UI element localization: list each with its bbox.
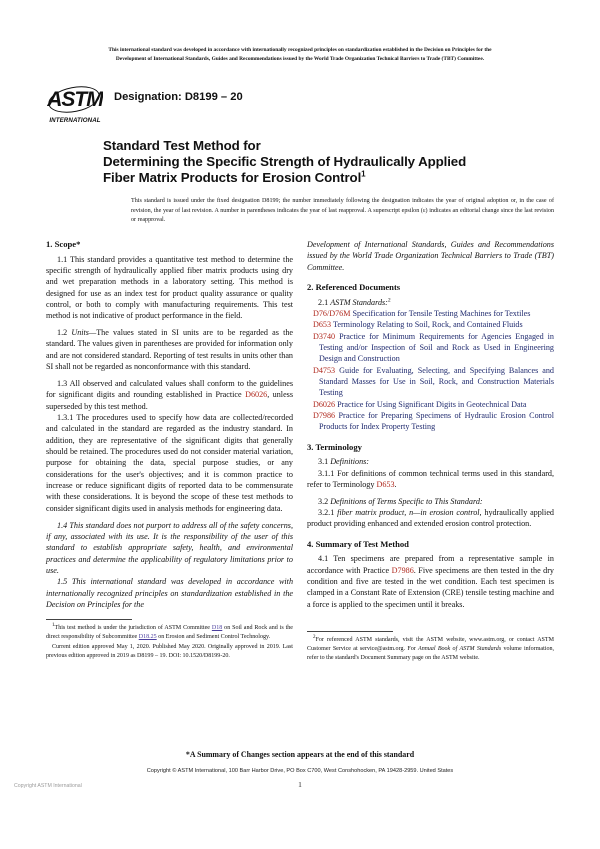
footnote-rule-right bbox=[307, 631, 393, 632]
title-line-2: Determining the Specific Strength of Hydraulically Applied bbox=[103, 154, 467, 170]
list-item bbox=[307, 319, 554, 330]
paragraph-1-2 bbox=[46, 327, 293, 372]
list-item bbox=[307, 399, 554, 410]
footnote-left-text-a: This test method is under the jurisdiction of ASTM Committee bbox=[54, 625, 212, 632]
para-term-units: Units— bbox=[71, 328, 97, 338]
para-text-1-3a: All observed and calculated values shall conform to the guidelines for significant digits and rounding established in Practice bbox=[46, 378, 293, 400]
ref-link-d653[interactable]: D653 bbox=[313, 320, 332, 330]
section-heading-referenced-documents: 2. Referenced Documents bbox=[307, 282, 401, 293]
footnote-right-italic: Annual Book of ASTM Standards bbox=[418, 646, 502, 653]
ref-title-d76-d76m: Specification for Tensile Testing Machines for Textiles bbox=[352, 308, 531, 318]
list-item bbox=[307, 410, 554, 433]
footnote-right-text-a: For referenced ASTM standards, visit the ASTM website, www.astm.org, or contact ASTM Customer Service at service@astm.org. For bbox=[307, 636, 554, 653]
para-num-3-2-1: 3.2.1 bbox=[318, 508, 335, 518]
paragraph-3-1-1 bbox=[307, 468, 554, 491]
paragraph-1-1 bbox=[46, 254, 293, 322]
footnote-left-jurisdiction bbox=[46, 624, 293, 642]
wto-banner-line1: This international standard was developed in accordance with internationally recognized principles on standardization established in the Decision on Principles for the bbox=[108, 47, 492, 53]
list-item bbox=[307, 308, 554, 319]
ref-link-d4753[interactable]: D4753 bbox=[313, 365, 336, 375]
ref-link-d6026[interactable]: D6026 bbox=[245, 390, 268, 400]
footnote-left-edition: Current edition approved May 1, 2020. Published May 2020. Originally approved in 2019. Last previous edition approved in 2019 as D8199 – 19. DOI: 10.1520/D8199-20. bbox=[46, 643, 293, 659]
para-text-1-4: This standard does not purport to address all of the safety concerns, if any, associated with its use. It is the responsibility of the user of this standard to establish appropriate safety, health, and environmental practices and determine the applicability of regulatory limitations prior to use. bbox=[46, 520, 294, 575]
document-title bbox=[103, 138, 554, 187]
ref-title-d6026: Practice for Using Significant Digits in Geotechnical Data bbox=[337, 399, 527, 409]
designation-label: Designation: D8199 – 20 bbox=[114, 91, 243, 103]
paragraph-3-2-1 bbox=[307, 507, 554, 530]
definitions-label: Definitions: bbox=[330, 457, 370, 467]
astm-standards-label: ASTM Standards: bbox=[330, 297, 388, 307]
right-column bbox=[307, 239, 554, 663]
para-text-3-1-1b: . bbox=[394, 479, 397, 489]
paragraph-3-2 bbox=[307, 496, 554, 507]
ref-title-d4753: Guide for Evaluating, Selecting, and Specifying Balances and Standard Masses for Use in Soil, Rock, and Construction Materials Testing bbox=[319, 365, 554, 398]
para-text-1-3b: , unless superseded by this test method. bbox=[46, 390, 293, 411]
para-num-1-2: 1.2 bbox=[57, 328, 68, 338]
list-item bbox=[307, 365, 554, 399]
para-text-1-1: This standard provides a quantitative test method to determine the specific strength of hydraulically applied fiber matrix products using dry and wet preparation methods in a laboratory setting. This method is designed for use as an index test for product quality assurance or quality control, or both to comply with manufacturing requirements. This test method is not indicative of product performance in the field. bbox=[46, 254, 293, 321]
left-column bbox=[46, 239, 293, 661]
footnote-left-text-c: on Erosion and Sediment Control Technology. bbox=[156, 634, 271, 641]
footnote-left-text-b: on Soil and Rock and is the direct responsibility of Subcommittee bbox=[46, 625, 293, 641]
para-num-3-1: 3.1 bbox=[318, 457, 329, 467]
ref-link-d3740[interactable]: D3740 bbox=[313, 331, 336, 341]
para-text-4-1a: Ten specimens are prepared from a representative sample in accordance with Practice bbox=[307, 554, 554, 575]
para-text-3-1-1a: For definitions of common technical terms used in this standard, refer to Terminology bbox=[307, 468, 555, 489]
list-item bbox=[307, 331, 554, 365]
definitions-specific-label: Definitions of Terms Specific to This Standard: bbox=[330, 496, 483, 506]
footnote-right-text-b: volume information, refer to the standard's Document Summary page on the ASTM website. bbox=[307, 646, 554, 662]
para-text-1-3-1: The procedures used to specify how data are collected/recorded and calculated in the standard are regarded as the industry standard. In addition, they are representative of the significant digits that generally should be retained. The procedures used do not consider material variation, purpose for obtaining the data, special purpose studies, or any considerations for the user's objectives; and it is common practice to increase or reduce significant digits of reported data to be commensurate with these considerations. It is beyond the scope of these test methods to consider significant digits used in analysis methods for engineering data. bbox=[46, 412, 294, 513]
title-line-3 bbox=[103, 170, 554, 186]
para-num-1-1: 1.1 bbox=[57, 254, 68, 264]
summary-of-changes-note: *A Summary of Changes section appears at the end of this standard bbox=[185, 750, 415, 759]
paragraph-2-1 bbox=[307, 297, 554, 308]
footnote-left-marker: 1 bbox=[52, 623, 55, 629]
para-text-1-5: This international standard was developed in accordance with internationally recognized principles on standardization established in the Decision on Principles for the bbox=[46, 577, 294, 609]
title-footnote-marker: 1 bbox=[361, 169, 366, 179]
para-num-1-3: 1.3 bbox=[57, 378, 68, 388]
para-text-4-1b: . Five specimens are then tested in the dry condition and five are tested in the wet condition. Each test specimen is clamped in a Constant Rate of Extension (CRE) tensile testing machine and a force is applied to the specimen until it breaks. bbox=[307, 565, 554, 609]
para-text-3-2-1: hydraulically applied product providing enhanced and extended erosion control protection. bbox=[307, 508, 554, 529]
section-heading-scope: 1. Scope* bbox=[46, 239, 81, 249]
ref-title-d7986: Practice for Preparing Specimens of Hydraulic Erosion Control Products for Index Property Testing bbox=[319, 410, 554, 432]
footnote-right bbox=[307, 636, 554, 663]
para-num-3-1-1: 3.1.1 bbox=[318, 468, 335, 478]
ref-title-d653: Terminology Relating to Soil, Rock, and Contained Fluids bbox=[332, 320, 523, 330]
ref-link-d7986-list[interactable]: D7986 bbox=[313, 410, 336, 420]
subcommittee-link-d18-25[interactable]: D18.25 bbox=[138, 634, 157, 641]
paragraph-1-5 bbox=[46, 576, 293, 610]
wto-banner bbox=[46, 46, 554, 65]
ref-link-d653-inline[interactable]: D653 bbox=[376, 479, 395, 489]
issuance-note: This standard is issued under the fixed designation D8199; the number immediately following the designation indicates the year of original adoption or, in the case of revision, the year of last revision. A number in parentheses indicates the year of last reapproval. A superscript epsilon (ε) indicates an editorial change since the last revision or reapproval. bbox=[131, 198, 554, 224]
footnote-right-marker: 2 bbox=[313, 634, 316, 640]
ref-link-d6026-list[interactable]: D6026 bbox=[313, 399, 336, 409]
wto-banner-line2: Development of International Standards, Guides and Recommendations issued by the World Trade Organization Technical Barriers to Trade (TBT) Committee. bbox=[115, 56, 485, 63]
ref-title-d3740: Practice for Minimum Requirements for Agencies Engaged in Testing and/or Inspection of Soil and Rock as Used in Engineering Design and Construction bbox=[319, 331, 554, 364]
astm-standards-footnote-marker: 2 bbox=[387, 296, 391, 303]
title-line-1: Standard Test Method for bbox=[103, 138, 261, 153]
title-line-3-text: Fiber Matrix Products for Erosion Control bbox=[103, 170, 362, 186]
astm-logo-subtext: INTERNATIONAL bbox=[49, 117, 101, 124]
para-num-2-1: 2.1 bbox=[318, 297, 329, 307]
ref-link-d7986-inline[interactable]: D7986 bbox=[391, 565, 414, 575]
paragraph-1-5-continued: Development of International Standards, Guides and Recommendations issued by the World Trade Organization Technical Barriers to Trade (TBT) Committee. bbox=[307, 240, 554, 272]
para-text-1-2: The values stated in SI units are to be regarded as the standard. The values given in parentheses are provided for information only and are not considered standard. Reporting of test results in units other than SI shall not be regarded as nonconformance with this standard. bbox=[46, 328, 293, 372]
copyright-line: Copyright © ASTM International, 100 Barr Harbor Drive, PO Box C700, West Conshohocken, PA 19428-2959. United States bbox=[146, 768, 454, 774]
para-num-3-2: 3.2 bbox=[318, 496, 329, 506]
paragraph-1-4 bbox=[46, 520, 293, 577]
para-num-1-5: 1.5 bbox=[57, 577, 68, 587]
designation-row bbox=[46, 84, 554, 130]
section-heading-terminology: 3. Terminology bbox=[307, 441, 362, 452]
paragraph-1-3-1 bbox=[46, 412, 293, 514]
footnote-left bbox=[46, 624, 293, 660]
paragraph-3-1 bbox=[307, 456, 554, 467]
section-heading-summary-of-test-method: 4. Summary of Test Method bbox=[307, 538, 409, 549]
copyright-watermark: Copyright ASTM International bbox=[14, 783, 82, 789]
committee-link-d18[interactable]: D18 bbox=[211, 625, 223, 632]
term-fiber-matrix-product: fiber matrix product, n—in erosion control, bbox=[337, 508, 482, 518]
para-num-1-4: 1.4 bbox=[57, 520, 68, 530]
astm-logo-icon bbox=[46, 84, 104, 128]
footnote-right-text bbox=[307, 636, 554, 663]
astm-logo-text: ASTM bbox=[47, 88, 103, 111]
paragraph-1-3 bbox=[46, 378, 293, 412]
para-num-1-3-1: 1.3.1 bbox=[57, 412, 74, 422]
referenced-standards-list bbox=[307, 308, 554, 433]
page-number: 1 bbox=[298, 780, 302, 789]
paragraph-4-1 bbox=[307, 553, 554, 610]
para-num-4-1: 4.1 bbox=[318, 554, 329, 564]
ref-link-d76-d76m[interactable]: D76/D76M bbox=[313, 308, 351, 318]
footnote-rule-left bbox=[46, 619, 132, 620]
